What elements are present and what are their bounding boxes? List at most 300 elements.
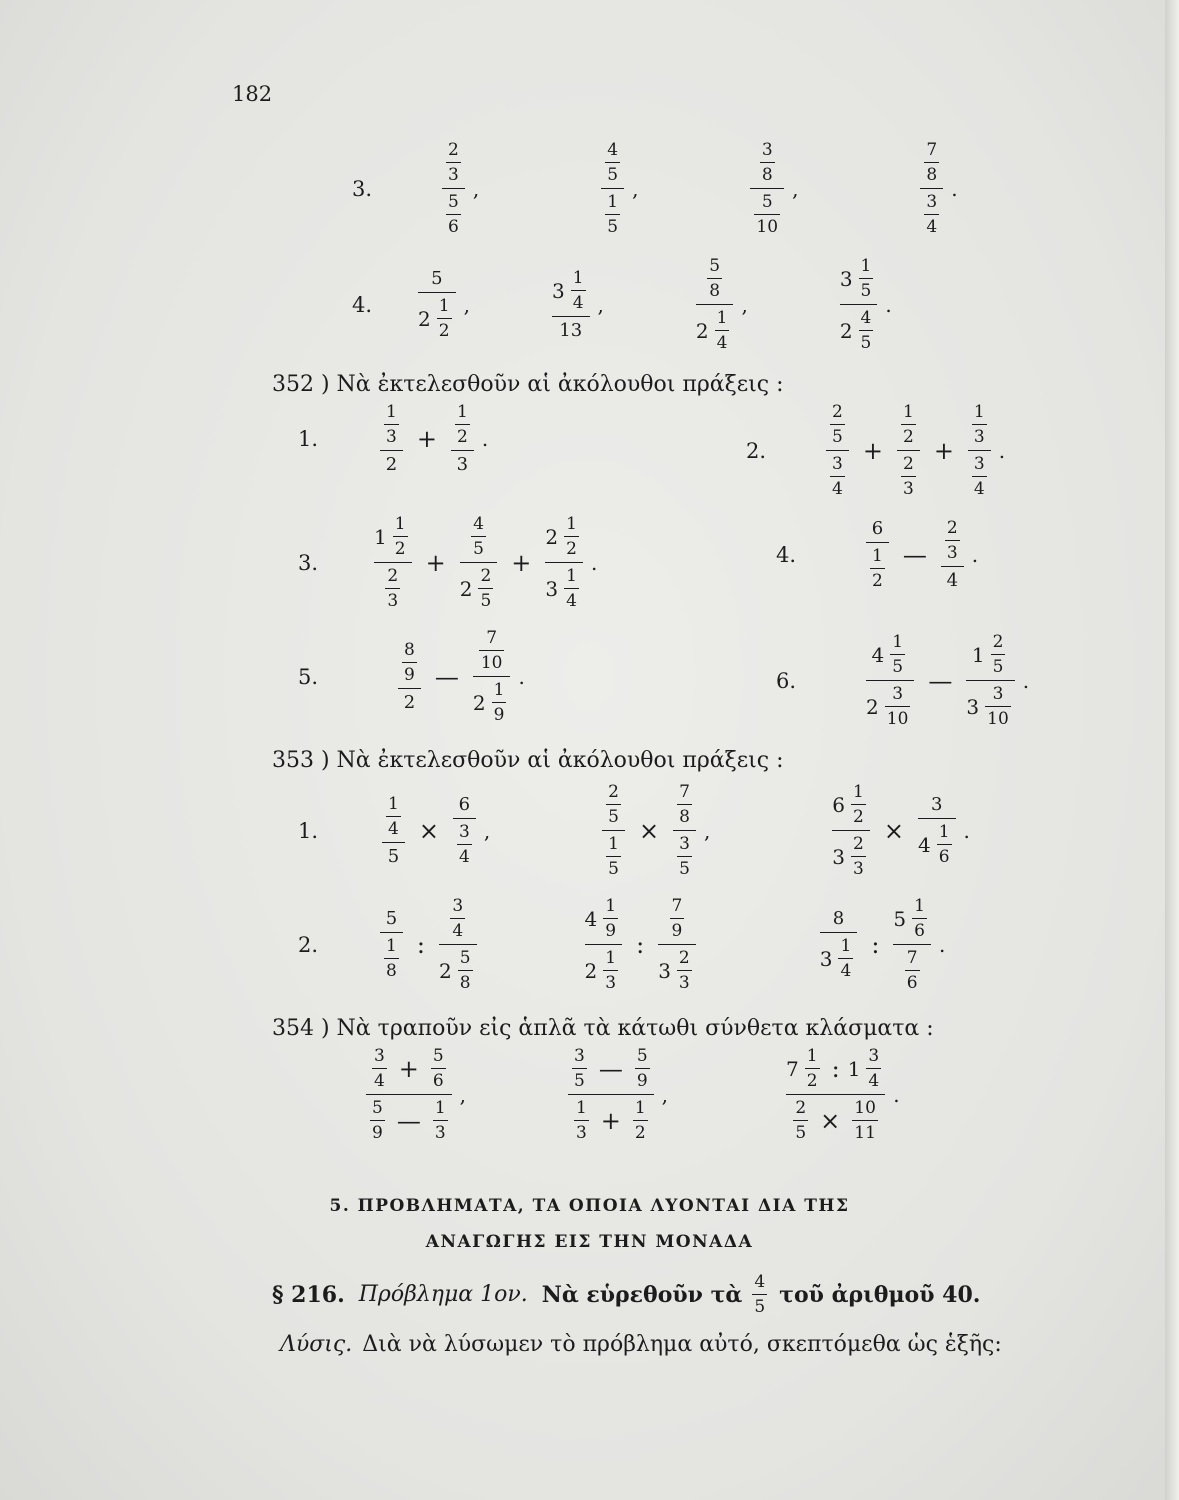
denominator: 6 <box>914 921 925 941</box>
complex-numerator <box>475 628 509 673</box>
complex-fraction <box>418 268 456 341</box>
whole-part: 3 <box>545 576 559 601</box>
numerator: 2 <box>448 140 459 160</box>
numerator: 2 <box>387 566 399 587</box>
fraction <box>991 632 1006 677</box>
denominator: 8 <box>679 807 690 827</box>
complex-fraction <box>897 402 920 499</box>
fraction-bar <box>568 1094 654 1095</box>
numerator: 1 <box>892 632 904 652</box>
complex-fraction <box>658 896 696 993</box>
fraction <box>859 256 874 301</box>
fraction <box>851 782 866 827</box>
numerator: 5 <box>448 192 459 213</box>
math-text: 5 <box>387 846 400 868</box>
fraction <box>924 192 939 237</box>
complex-fraction <box>442 140 465 237</box>
fraction <box>370 1098 385 1143</box>
denominator: 2 <box>566 539 577 559</box>
fraction <box>606 782 621 827</box>
operator: × <box>820 1106 841 1135</box>
denominator: 10 <box>480 653 503 673</box>
fraction-bar <box>820 932 858 933</box>
fraction-bar <box>398 688 421 689</box>
complex-numerator <box>931 794 942 815</box>
complex-fraction <box>460 514 498 611</box>
numerator: 1 <box>493 680 505 701</box>
numerator: 3 <box>926 192 938 213</box>
fraction <box>402 640 417 685</box>
complex-numerator <box>872 518 883 539</box>
fraction <box>677 834 692 879</box>
fraction-bar <box>793 1120 808 1121</box>
fraction-bar <box>564 536 579 537</box>
exercise-row-4 <box>352 256 898 353</box>
punctuation: . <box>893 1082 900 1107</box>
fraction-bar <box>384 424 399 425</box>
problem-line <box>272 1272 980 1317</box>
complex-numerator <box>602 782 625 827</box>
operator: : <box>636 930 645 959</box>
whole-part: 2 <box>584 958 598 983</box>
numerator: 5 <box>459 948 471 969</box>
fraction-bar <box>386 816 401 817</box>
punctuation: , <box>463 292 470 317</box>
mixed-number <box>918 822 956 867</box>
fraction-bar <box>450 918 465 919</box>
whole-part: 1 <box>847 1056 861 1081</box>
numerator: 3 <box>373 1046 385 1066</box>
operator: : <box>416 930 425 959</box>
whole-part: 3 <box>819 946 833 971</box>
numerator: 4 <box>754 1272 766 1292</box>
fraction <box>457 822 472 867</box>
fraction <box>605 192 620 237</box>
complex-fraction <box>451 402 474 475</box>
fraction-bar <box>374 562 412 563</box>
numerator: 1 <box>806 1046 818 1066</box>
denominator: 6 <box>906 973 918 994</box>
whole-part: 6 <box>832 792 846 817</box>
fraction <box>866 1046 881 1091</box>
fraction-bar <box>826 450 849 451</box>
mixed-number <box>848 1046 886 1091</box>
denominator: 5 <box>607 217 619 238</box>
denominator: 5 <box>574 1071 585 1091</box>
fraction <box>384 936 399 981</box>
denominator: 5 <box>860 281 872 301</box>
numerator: 4 <box>607 140 619 160</box>
fraction-bar <box>840 304 878 305</box>
ex-352-2 <box>746 402 1011 499</box>
fraction <box>437 296 452 341</box>
fraction-bar <box>985 706 1011 707</box>
operator: + <box>862 436 883 465</box>
math-text: 5 <box>385 908 398 929</box>
complex-denominator <box>866 546 889 591</box>
complex-fraction <box>439 896 477 993</box>
mixed-number <box>460 566 498 611</box>
whole-part: 2 <box>866 694 879 719</box>
denominator: 9 <box>671 921 683 941</box>
fraction <box>793 1098 808 1143</box>
complex-numerator <box>431 268 442 289</box>
denominator: 10 <box>756 217 779 238</box>
denominator: 2 <box>806 1071 818 1091</box>
complex-fraction <box>473 628 511 725</box>
complex-denominator <box>559 320 582 341</box>
numerator: 1 <box>608 834 619 855</box>
numerator: 4 <box>860 308 872 329</box>
numerator: 1 <box>938 822 950 843</box>
denominator: 3 <box>434 1123 446 1144</box>
punctuation: , <box>483 818 491 843</box>
denominator: 5 <box>679 859 690 880</box>
fraction-bar <box>471 536 486 537</box>
denominator: 9 <box>404 665 415 685</box>
fraction <box>830 454 845 499</box>
whole-part: 2 <box>438 958 452 983</box>
denominator: 5 <box>892 657 904 677</box>
operator: — <box>396 1106 421 1135</box>
math-text: 3 <box>456 454 469 476</box>
mixed-number <box>439 948 477 993</box>
complex-denominator <box>789 1098 882 1143</box>
operator: — <box>434 662 459 691</box>
fraction <box>606 834 621 879</box>
fraction <box>890 632 905 677</box>
numerator: 3 <box>679 834 690 855</box>
complex-numerator <box>703 256 726 301</box>
fraction <box>924 140 939 185</box>
whole-part: 5 <box>893 906 907 931</box>
problem-text-b: τοῦ ἀριθμοῦ 40. <box>779 1281 981 1308</box>
complex-fraction <box>820 908 858 981</box>
complex-denominator <box>947 570 958 591</box>
math-text: 6 <box>458 794 471 815</box>
fraction-bar <box>478 588 493 589</box>
denominator: 4 <box>458 847 470 868</box>
fraction-bar <box>838 958 853 959</box>
fraction-bar <box>715 330 730 331</box>
complex-denominator <box>457 454 468 475</box>
complex-numerator <box>601 140 624 185</box>
operator: + <box>425 548 446 577</box>
fraction-bar <box>830 424 845 425</box>
numerator: 1 <box>566 514 577 534</box>
fraction-bar <box>545 562 583 563</box>
complex-denominator <box>602 834 625 879</box>
denominator: 3 <box>973 427 985 447</box>
denominator: 4 <box>388 819 399 839</box>
complex-fraction <box>918 794 956 867</box>
complex-denominator <box>453 822 476 867</box>
complex-fraction <box>398 640 421 713</box>
numerator: 1 <box>386 402 397 422</box>
fraction <box>972 454 987 499</box>
fraction-bar <box>941 566 964 567</box>
complex-fraction <box>786 1046 885 1143</box>
numerator: 1 <box>605 896 617 916</box>
denominator: 4 <box>868 1071 880 1091</box>
denominator: 5 <box>607 165 619 185</box>
fraction <box>603 948 618 993</box>
fraction-bar <box>479 650 505 651</box>
fraction-bar <box>677 970 692 971</box>
fraction-bar <box>924 162 939 163</box>
fraction-bar <box>473 676 511 677</box>
operator: × <box>418 816 439 845</box>
denominator: 4 <box>373 1071 385 1091</box>
mixed-number <box>473 680 511 725</box>
whole-part: 3 <box>832 844 846 869</box>
punctuation: . <box>518 664 525 689</box>
exercise-label: 1. <box>298 818 319 843</box>
exercise-label: 2. <box>746 438 767 463</box>
fraction <box>384 402 399 447</box>
fraction-bar <box>830 476 845 477</box>
fraction-bar <box>866 680 914 681</box>
complex-numerator <box>459 794 470 815</box>
complex-denominator <box>897 454 920 499</box>
section-352-title: 352 ) Νὰ ἐκτελεσθοῦν αἱ ἀκόλουθοι πράξεις : <box>272 372 784 397</box>
complex-fraction <box>673 782 696 879</box>
punctuation: , <box>703 818 711 843</box>
punctuation: . <box>885 292 892 317</box>
numerator: 3 <box>452 896 464 916</box>
fraction-bar <box>457 844 472 845</box>
numerator: 1 <box>914 896 925 916</box>
numerator: 1 <box>388 794 399 814</box>
denominator: 4 <box>716 333 728 354</box>
complex-denominator <box>673 834 696 879</box>
fraction-bar <box>966 680 1014 681</box>
fraction-bar <box>603 970 618 971</box>
fraction <box>870 546 885 591</box>
complex-fraction <box>941 518 964 591</box>
fraction-bar <box>437 318 452 319</box>
numerator: 2 <box>992 632 1004 652</box>
complex-fraction <box>545 514 583 611</box>
denominator: 5 <box>608 807 619 827</box>
fraction <box>901 402 916 447</box>
fraction-bar <box>453 818 476 819</box>
fraction-bar <box>372 1068 387 1069</box>
fraction-bar <box>945 540 960 541</box>
denominator: 3 <box>387 591 399 612</box>
whole-part: 4 <box>584 906 598 931</box>
fraction-bar <box>890 654 905 655</box>
complex-fraction <box>453 794 476 867</box>
fraction-bar <box>571 290 586 291</box>
whole-part: 3 <box>551 278 565 303</box>
fraction-bar <box>384 958 399 959</box>
operator: + <box>600 1106 621 1135</box>
whole-part: 2 <box>545 524 559 549</box>
fraction-bar <box>670 918 685 919</box>
denominator: 10 <box>987 709 1009 730</box>
denominator: 8 <box>761 165 773 185</box>
denominator: 8 <box>709 281 721 301</box>
ex-352-4 <box>776 518 984 591</box>
fraction-bar <box>707 278 722 279</box>
numerator: 1 <box>438 296 450 317</box>
fraction-bar <box>893 944 931 945</box>
numerator: 10 <box>854 1098 876 1119</box>
denominator: 5 <box>473 539 484 559</box>
whole-part: 2 <box>418 306 431 331</box>
fraction <box>455 402 470 447</box>
fraction <box>760 140 775 185</box>
operator: : <box>871 930 880 959</box>
numerator: 5 <box>636 1046 648 1066</box>
whole-part: 2 <box>695 318 709 343</box>
complex-denominator <box>386 454 397 475</box>
fraction-bar <box>574 1120 589 1121</box>
fraction-bar <box>606 804 621 805</box>
mixed-number <box>545 566 583 611</box>
denominator: 9 <box>493 705 505 726</box>
complex-numerator <box>897 402 920 447</box>
whole-part: 3 <box>839 266 853 291</box>
fraction-bar <box>677 856 692 857</box>
numerator: 1 <box>572 268 584 288</box>
mixed-number <box>786 1046 824 1091</box>
fraction-bar <box>851 804 866 805</box>
exercise-label: 3. <box>298 550 319 575</box>
operator: + <box>511 548 532 577</box>
denominator: 3 <box>386 427 397 447</box>
fraction <box>603 896 618 941</box>
denominator: 5 <box>795 1123 807 1144</box>
complex-denominator <box>381 566 404 611</box>
fraction <box>670 896 685 941</box>
fraction-bar <box>602 830 625 831</box>
complex-fraction <box>696 256 734 353</box>
fraction <box>905 948 920 993</box>
mixed-number <box>545 514 583 559</box>
complex-numerator <box>826 402 849 447</box>
fraction-bar <box>859 330 874 331</box>
fraction-bar <box>552 316 590 317</box>
complex-numerator <box>446 896 469 941</box>
fraction <box>707 256 722 301</box>
fraction-bar <box>972 424 987 425</box>
denominator: 4 <box>832 479 843 500</box>
fraction <box>754 192 780 237</box>
exercise-label: 4. <box>776 542 797 567</box>
fraction-bar <box>901 424 916 425</box>
operator: : <box>831 1054 840 1083</box>
complex-fraction <box>920 140 943 237</box>
complex-fraction <box>585 896 623 993</box>
fraction-bar <box>439 944 477 945</box>
problem-fraction <box>752 1272 767 1317</box>
punctuation: , <box>741 292 748 317</box>
numerator: 1 <box>716 308 728 329</box>
complex-numerator <box>756 140 779 185</box>
complex-denominator <box>404 692 415 713</box>
fraction-bar <box>968 450 991 451</box>
mixed-number <box>585 948 623 993</box>
fraction-bar <box>451 450 474 451</box>
numerator: 2 <box>902 454 914 475</box>
complex-fraction <box>866 632 914 729</box>
section-heading-line-1: 5. ΠΡΟΒΛΗΜΑΤΑ, ΤΑ ΟΠΟΙΑ ΛΥΟΝΤΑΙ ΔΙΑ ΤΗΣ <box>329 1196 850 1216</box>
numerator: 3 <box>458 822 470 843</box>
fraction-bar <box>601 188 624 189</box>
punctuation: . <box>963 818 970 843</box>
punctuation: . <box>481 426 489 451</box>
punctuation: . <box>590 550 598 575</box>
complex-fraction <box>750 140 784 237</box>
numerator: 1 <box>853 782 864 802</box>
whole-part: 4 <box>917 832 931 857</box>
complex-fraction <box>832 782 870 879</box>
complex-fraction <box>382 794 405 867</box>
complex-numerator <box>920 140 943 185</box>
math-text: 2 <box>403 692 416 714</box>
denominator: 10 <box>886 709 909 730</box>
section-354-title: 354 ) Νὰ τραποῦν εἰς ἁπλᾶ τὰ κάτωθι σύνθετα κλάσματα : <box>272 1016 934 1041</box>
denominator: 5 <box>992 657 1004 677</box>
complex-fraction <box>602 782 625 879</box>
denominator: 3 <box>678 973 690 994</box>
operator: + <box>398 1054 419 1083</box>
numerator: 3 <box>973 454 985 475</box>
denominator: 5 <box>608 859 619 880</box>
numerator: 5 <box>709 256 721 276</box>
punctuation: , <box>597 292 604 317</box>
fraction-bar <box>605 162 620 163</box>
fraction-bar <box>866 1068 881 1069</box>
fraction-bar <box>402 662 417 663</box>
complex-numerator <box>673 782 696 827</box>
math-text: 4 <box>946 570 959 592</box>
denominator: 2 <box>902 427 914 447</box>
complex-numerator <box>833 908 844 929</box>
fraction <box>838 936 853 981</box>
fraction-bar <box>754 214 780 215</box>
mixed-number <box>585 896 623 941</box>
fraction <box>564 566 579 611</box>
fraction <box>393 514 408 559</box>
complex-denominator <box>380 936 403 981</box>
fraction <box>431 1046 446 1091</box>
mixed-number <box>972 632 1010 677</box>
exercise-label: 2. <box>298 932 319 957</box>
complex-fraction <box>840 256 878 353</box>
fraction <box>478 566 493 611</box>
fraction-bar <box>752 1294 767 1295</box>
fraction-bar <box>924 214 939 215</box>
fraction-bar <box>885 706 911 707</box>
operator: + <box>933 436 954 465</box>
math-text: 3 <box>931 794 943 815</box>
denominator: 6 <box>432 1071 444 1091</box>
complex-numerator <box>380 402 403 447</box>
ex-353-1 <box>298 782 976 879</box>
operator: × <box>639 816 660 845</box>
row-label: 3. <box>352 176 373 201</box>
complex-fraction <box>968 402 991 499</box>
section-heading-line-2: ΑΝΑΓΩΓΗΣ ΕΙΣ ΤΗΝ ΜΟΝΑΔΑ <box>425 1232 754 1252</box>
mixed-number <box>418 296 456 341</box>
numerator: 2 <box>480 566 492 587</box>
numerator: 1 <box>575 1098 587 1119</box>
row-label: 4. <box>352 292 373 317</box>
punctuation: , <box>459 1082 467 1107</box>
